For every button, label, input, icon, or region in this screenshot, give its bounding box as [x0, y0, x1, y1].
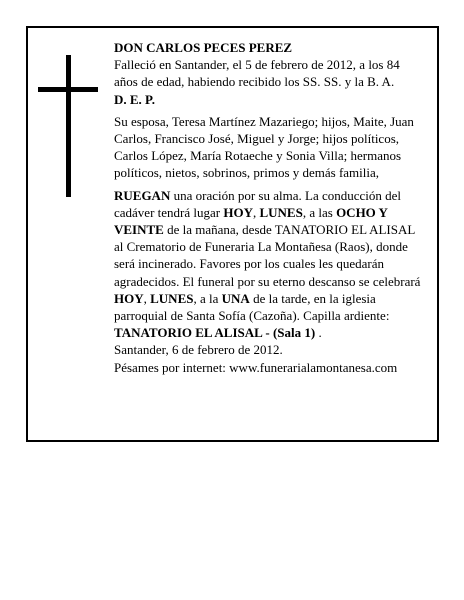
- request-text-3: , a las: [302, 204, 337, 220]
- cross-horizontal-bar: [38, 87, 98, 92]
- request-text-2: ,: [252, 204, 260, 220]
- day-hoy-1: HOY: [223, 204, 253, 220]
- request-text-5: ,: [143, 290, 151, 306]
- day-hoy-2: HOY: [114, 290, 144, 306]
- request-text-8: .: [315, 325, 322, 341]
- time-conduction: OCHO Y VEINTE: [114, 204, 388, 238]
- condolences-line: Pésames por internet: www.funerarialamontanesa.com: [114, 359, 398, 375]
- chapel-location: TANATORIO EL ALISAL - (Sala 1): [114, 325, 316, 341]
- cross-vertical-bar: [66, 55, 71, 197]
- obituary-text: [114, 39, 423, 376]
- ruegan-text: RUEGAN: [114, 187, 171, 203]
- request-text-1: una oración por su alma. La conducción del cadáver tendrá lugar: [114, 187, 402, 220]
- rip-line: D. E. P.: [114, 91, 156, 107]
- day-lunes-1: LUNES: [259, 204, 303, 220]
- time-funeral: UNA: [221, 290, 250, 306]
- deceased-name: DON CARLOS PECES PEREZ: [114, 40, 293, 55]
- request-text-7: de la tarde, en la iglesia parroquial de Santa Sofía (Cazoña). Capilla ardiente:: [114, 290, 390, 324]
- request-paragraph: [114, 187, 423, 342]
- family-list: Su esposa, Teresa Martínez Mazariego; hijos, Maite, Juan Carlos, Francisco José, Miguel y Jorge; hijos políticos, Carlos López, María Rotaeche y Sonia Villa; hermanos políticos, nietos, sobrinos, primos y demás familia,: [114, 113, 414, 181]
- day-lunes-2: LUNES: [150, 290, 194, 306]
- death-notice: Falleció en Santander, el 5 de febrero de 2012, a los 84 años de edad, habiendo recibido los SS. SS. y la B. A.: [114, 57, 400, 90]
- cross-icon: [38, 55, 98, 197]
- request-text-4: de la mañana, desde TANATORIO EL ALISAL al Crematorio de Funeraria La Montañesa (Raos), donde será incinerado. Favores por los cuales les quedarán agradecidos. El funeral por su eterno descanso se celebrará: [114, 222, 421, 289]
- place-date: Santander, 6 de febrero de 2012.: [114, 342, 283, 358]
- request-text-6: , a la: [193, 290, 222, 306]
